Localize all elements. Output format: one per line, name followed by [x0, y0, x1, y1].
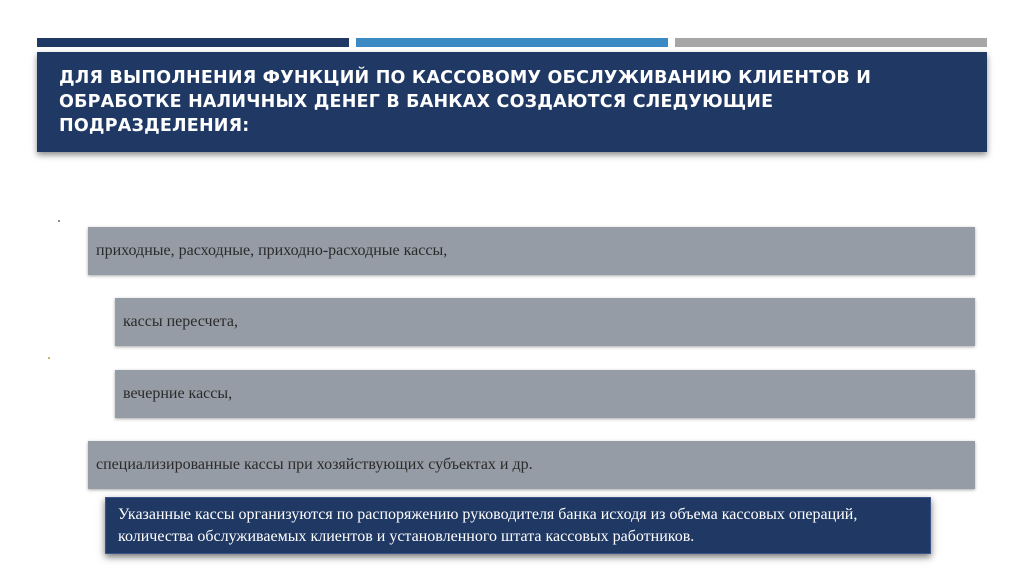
list-item-text: приходные, расходные, приходно-расходные кассы,	[96, 242, 448, 259]
bullet-dot-icon	[48, 357, 50, 359]
slide-title: ДЛЯ ВЫПОЛНЕНИЯ ФУНКЦИЙ ПО КАССОВОМУ ОБСЛУЖИВАНИЮ КЛИЕНТОВ И ОБРАБОТКЕ НАЛИЧНЫХ ДЕНЕГ В БАНКАХ СОЗДАЮТСЯ СЛЕДУЮЩИЕ ПОДРАЗДЕЛЕНИЯ:	[59, 68, 872, 136]
bullet-dot-icon	[58, 220, 60, 222]
list-item-text: кассы пересчета,	[123, 313, 238, 330]
list-item	[115, 298, 975, 346]
list-item	[115, 370, 975, 418]
accent-bar-gray	[675, 38, 987, 47]
title-banner	[37, 52, 987, 152]
note-text: Указанные кассы организуются по распоряжению руководителя банка исходя из объема кассовых операций, количества обслуживаемых клиентов и установленного штата кассовых работников.	[118, 506, 858, 545]
list-item	[88, 441, 975, 489]
list-item-text: вечерние кассы,	[123, 385, 233, 402]
note-box	[105, 497, 931, 554]
accent-bar-navy	[37, 38, 349, 47]
accent-bar-blue	[356, 38, 668, 47]
list-item	[88, 227, 975, 275]
list-item-text: специализированные кассы при хозяйствующих субъектах и др.	[96, 456, 533, 473]
